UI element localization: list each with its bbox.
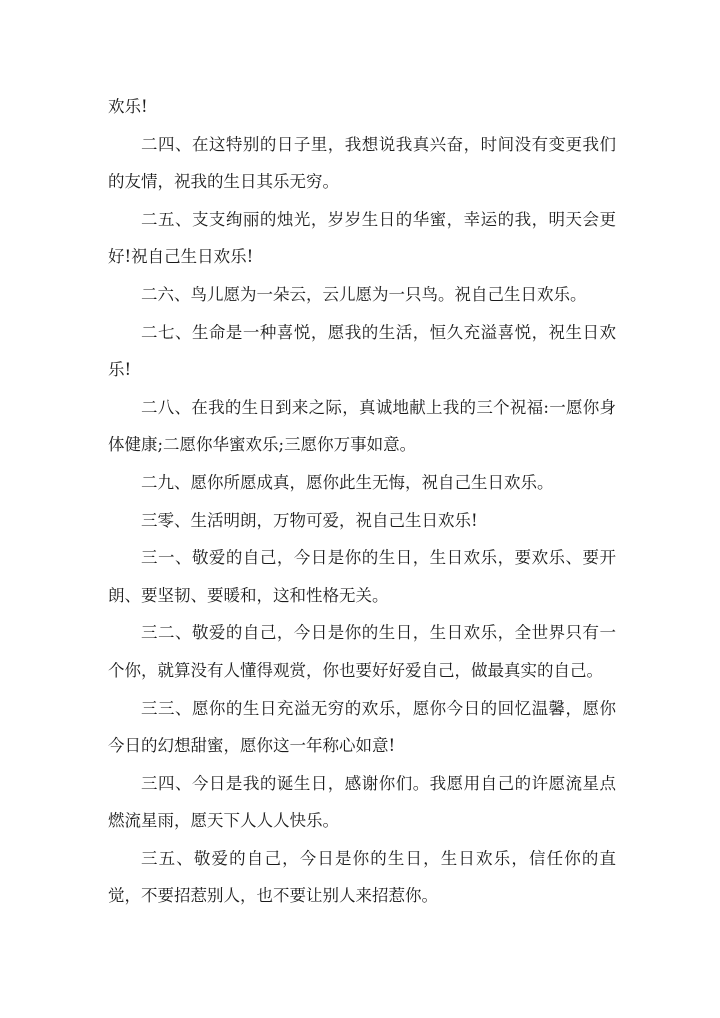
document-body <box>108 88 616 915</box>
paragraph: 三五、敬爱的自己，今日是你的生日，生日欢乐，信任你的直觉，不要招惹别人，也不要让别人来招惹你。 <box>108 848 616 906</box>
paragraph: 二七、生命是一种喜悦，愿我的生活，恒久充溢喜悦，祝生日欢乐! <box>108 322 616 380</box>
paragraph: 三二、敬爱的自己，今日是你的生日，生日欢乐，全世界只有一个你，就算没有人懂得观赏，你也要好好爱自己，做最真实的自己。 <box>108 623 616 680</box>
paragraph: 欢乐! <box>108 97 148 116</box>
paragraph: 二八、在我的生日到来之际，真诚地献上我的三个祝福:一愿你身体健康;二愿你华蜜欢乐;三愿你万事如意。 <box>108 397 616 455</box>
paragraph: 三零、生活明朗，万物可爱，祝自己生日欢乐! <box>141 510 478 530</box>
paragraph: 二四、在这特别的日子里，我想说我真兴奋，时间没有变更我们的友情，祝我的生日其乐无穷。 <box>108 134 616 192</box>
paragraph: 三三、愿你的生日充溢无穷的欢乐，愿你今日的回忆温馨，愿你今日的幻想甜蜜，愿你这一年称心如意! <box>108 698 616 756</box>
paragraph: 三四、今日是我的诞生日，感谢你们。我愿用自己的许愿流星点燃流星雨，愿天下人人人快乐。 <box>108 773 616 831</box>
paragraph: 二五、支支绚丽的烛光，岁岁生日的华蜜，幸运的我，明天会更好!祝自己生日欢乐! <box>108 209 616 267</box>
paragraph: 二九、愿你所愿成真，愿你此生无悔，祝自己生日欢乐。 <box>141 472 554 492</box>
paragraph: 二六、鸟儿愿为一朵云，云儿愿为一只鸟。祝自己生日欢乐。 <box>141 284 587 304</box>
paragraph: 三一、敬爱的自己，今日是你的生日，生日欢乐，要欢乐、要开朗、要坚韧、要暖和，这和性格无关。 <box>108 548 616 605</box>
